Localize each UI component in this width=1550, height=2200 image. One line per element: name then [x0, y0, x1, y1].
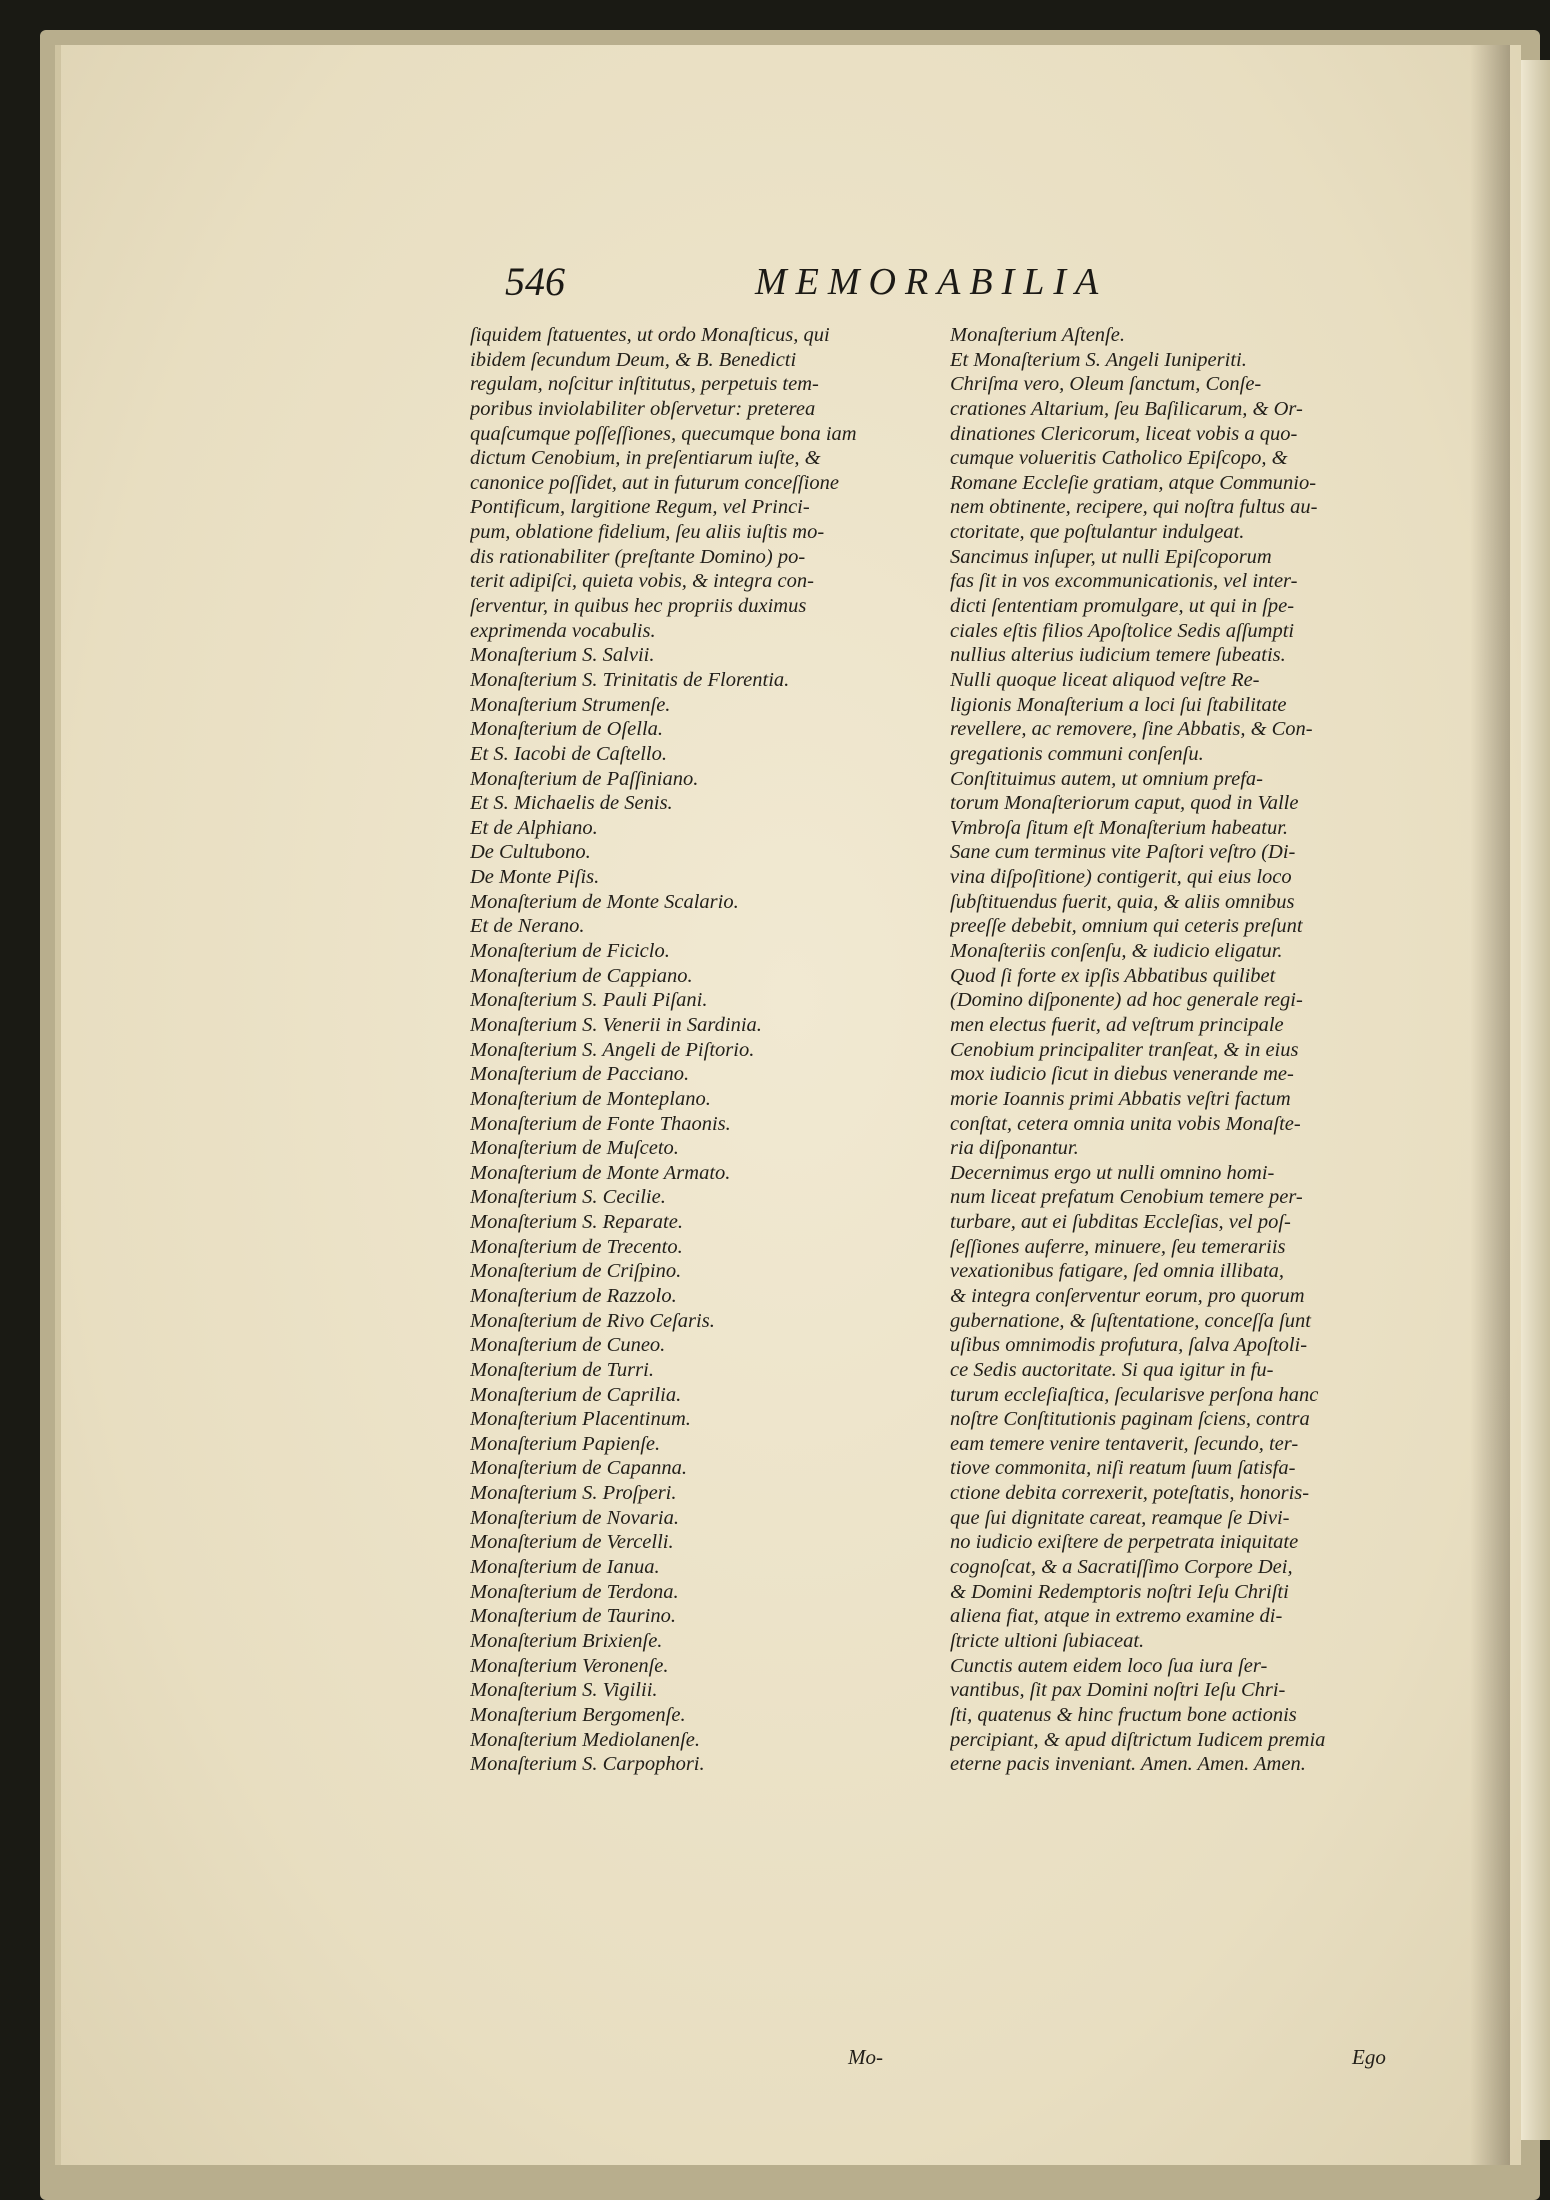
text-line: Monaſterium de Paſſiniano.	[470, 767, 699, 790]
text-line: Et de Alphiano.	[470, 816, 598, 839]
text-line: nullius alterius iudicium temere ſubeatis.	[950, 644, 1286, 667]
text-line: poribus inviolabiliter obſervetur: preterea	[470, 397, 816, 420]
text-line: que ſui dignitate careat, reamque ſe Divi-	[950, 1506, 1290, 1529]
text-line: Monaſterium S. Cecilie.	[470, 1186, 666, 1209]
text-line: Monaſterium de Trecento.	[470, 1235, 683, 1258]
text-line: conſtat, cetera omnia unita vobis Monaſte-	[950, 1112, 1301, 1135]
text-line: terit adipiſci, quieta vobis, & integra con-	[470, 570, 814, 593]
text-line: Cenobium principaliter tranſeat, & in eius	[950, 1038, 1299, 1061]
text-line: Monaſterium de Monte Armato.	[470, 1161, 731, 1184]
text-line: De Monte Piſis.	[470, 866, 600, 889]
text-line: vantibus, ſit pax Domini noſtri Ieſu Chri-	[950, 1679, 1286, 1702]
text-line: gregationis communi conſenſu.	[950, 742, 1204, 765]
text-line: ibidem ſecundum Deum, & B. Benedicti	[470, 348, 797, 371]
text-line: revellere, ac removere, ſine Abbatis, & Con-	[950, 718, 1313, 741]
text-line: dinationes Clericorum, liceat vobis a quo-	[950, 422, 1298, 445]
text-line: Monaſterium de Oſella.	[470, 718, 664, 741]
text-line: Monaſterium Aſtenſe.	[950, 324, 1125, 346]
text-line: men electus fuerit, ad veſtrum principale	[950, 1013, 1284, 1036]
right-text-column	[950, 323, 1395, 1777]
text-line: ſiquidem ſtatuentes, ut ordo Monaſticus, qui	[470, 324, 830, 346]
text-line: vina diſpoſitione) contigerit, qui eius loco	[950, 866, 1292, 889]
text-line: percipiant, & apud diſtrictum Iudicem premia	[950, 1728, 1326, 1751]
text-line: Monaſterium Placentinum.	[470, 1408, 691, 1431]
running-title: MEMORABILIA	[755, 261, 1108, 303]
text-line: ria diſponantur.	[950, 1137, 1079, 1160]
text-line: ſti, quatenus & hinc fructum bone actionis	[950, 1703, 1297, 1726]
text-line: Monaſterium de Novaria.	[470, 1506, 679, 1529]
catchword-left: Mo-	[848, 2045, 883, 2069]
text-line: Et de Nerano.	[470, 915, 585, 938]
text-line: Nulli quoque liceat aliquod veſtre Re-	[950, 668, 1260, 691]
text-line: dis rationabiliter (preſtante Domino) po-	[470, 545, 806, 568]
text-line: Vmbroſa ſitum eſt Monaſterium habeatur.	[950, 816, 1289, 839]
text-line: dicti ſententiam promulgare, ut qui in ſpe-	[950, 595, 1295, 618]
text-line: Monaſterium de Fonte Thaonis.	[470, 1112, 731, 1135]
text-line: num liceat prefatum Cenobium temere per-	[950, 1186, 1303, 1209]
text-line: Monaſterium S. Vigilii.	[470, 1679, 658, 1702]
text-line: exprimenda vocabulis.	[470, 619, 656, 642]
text-line: Monaſterium Brixienſe.	[470, 1629, 663, 1652]
text-line: ctoritate, que poſtulantur indulgeat.	[950, 521, 1245, 544]
text-line: mox iudicio ſicut in diebus venerande me-	[950, 1063, 1294, 1086]
text-line: Monaſterium S. Proſperi.	[470, 1482, 677, 1505]
text-line: (Domino diſponente) ad hoc generale regi-	[950, 989, 1303, 1012]
text-line: crationes Altarium, ſeu Baſilicarum, & Or-	[950, 397, 1303, 420]
text-line: Monaſterium S. Angeli de Piſtorio.	[470, 1038, 755, 1061]
text-line: Monaſterium de Muſceto.	[470, 1137, 679, 1160]
text-line: Decernimus ergo ut nulli omnino homi-	[950, 1161, 1275, 1184]
text-line: Cunctis autem eidem loco ſua iura ſer-	[950, 1654, 1268, 1677]
text-line: Monaſterium de Ianua.	[470, 1556, 660, 1579]
text-line: Monaſterium S. Carpophori.	[470, 1753, 705, 1776]
text-line: noſtre Conſtitutionis paginam ſciens, contra	[950, 1408, 1310, 1431]
text-line: De Cultubono.	[470, 841, 591, 864]
text-line: Et Monaſterium S. Angeli Iuniperiti.	[950, 348, 1247, 371]
page-header	[505, 258, 1155, 308]
text-line: preeſſe debebit, omnium qui ceteris preſunt	[950, 915, 1303, 938]
catchword-right: Ego	[1352, 2045, 1386, 2069]
text-line: Monaſterium de Monte Scalario.	[470, 890, 739, 913]
text-line: Monaſterium Strumenſe.	[470, 693, 671, 716]
text-line: Et S. Michaelis de Senis.	[470, 792, 673, 815]
text-line: Monaſterium de Monteplano.	[470, 1087, 711, 1110]
text-line: aliena fiat, atque in extremo examine di-	[950, 1605, 1283, 1628]
text-line: Sane cum terminus vite Paſtori veſtro (Di-	[950, 841, 1296, 864]
text-line: ctione debita correxerit, poteſtatis, honoris-	[950, 1482, 1310, 1505]
text-line: Monaſterium S. Trinitatis de Florentia.	[470, 668, 790, 691]
text-line: Monaſterium S. Salvii.	[470, 644, 655, 667]
text-line: cumque volueritis Catholico Epiſcopo, &	[950, 447, 1288, 470]
text-line: Monaſterium de Cappiano.	[470, 964, 693, 987]
text-line: Monaſterium de Terdona.	[470, 1580, 679, 1603]
text-line: Sancimus inſuper, ut nulli Epiſcoporum	[950, 545, 1272, 568]
text-line: gubernatione, & ſuſtentatione, conceſſa ſunt	[950, 1309, 1311, 1332]
text-line: Et S. Iacobi de Caſtello.	[470, 742, 667, 765]
text-line: Monaſterium de Cuneo.	[470, 1334, 666, 1357]
text-line: fas ſit in vos excommunicationis, vel inter-	[950, 570, 1298, 593]
text-line: Monaſterium S. Reparate.	[470, 1211, 683, 1234]
left-text-column	[470, 323, 915, 1777]
text-line: vexationibus fatigare, ſed omnia illibata,	[950, 1260, 1285, 1283]
text-line: Monaſterium Mediolanenſe.	[470, 1728, 701, 1751]
text-line: Monaſterium de Ficiclo.	[470, 940, 670, 963]
text-line: Monaſterium de Razzolo.	[470, 1284, 677, 1307]
text-line: Monaſterium de Vercelli.	[470, 1531, 674, 1554]
text-line: Monaſteriis conſenſu, & iudicio eligatur.	[950, 940, 1283, 963]
text-line: ſeſſiones auferre, minuere, ſeu temerariis	[950, 1235, 1286, 1258]
text-line: no iudicio exiſtere de perpetrata iniquitate	[950, 1531, 1299, 1554]
text-line: ce Sedis auctoritate. Si qua igitur in fu-	[950, 1358, 1274, 1381]
text-line: Monaſterium Bergomenſe.	[470, 1703, 686, 1726]
text-line: turbare, aut ei ſubditas Eccleſias, vel poſ-	[950, 1211, 1291, 1234]
text-line: tiove commonita, niſi reatum ſuum ſatisfa-	[950, 1457, 1296, 1480]
text-line: ſtricte ultioni ſubiaceat.	[950, 1629, 1145, 1652]
text-line: Quod ſi forte ex ipſis Abbatibus quilibet	[950, 964, 1276, 987]
text-line: Monaſterium de Rivo Ceſaris.	[470, 1309, 715, 1332]
text-line: Monaſterium S. Pauli Piſani.	[470, 989, 708, 1012]
text-line: turum eccleſiaſtica, ſecularisve perſona hanc	[950, 1383, 1319, 1406]
text-line: ſubſtituendus fuerit, quia, & aliis omnibus	[950, 890, 1295, 913]
text-line: ſerventur, in quibus hec propriis duximus	[470, 595, 807, 618]
text-line: Monaſterium de Taurino.	[470, 1605, 676, 1628]
text-line: quaſcumque poſſeſſiones, quecumque bona iam	[470, 422, 857, 445]
text-line: Chriſma vero, Oleum ſanctum, Conſe-	[950, 373, 1262, 396]
text-line: regulam, noſcitur inſtitutus, perpetuis tem-	[470, 373, 819, 396]
text-line: morie Ioannis primi Abbatis veſtri factum	[950, 1087, 1291, 1110]
text-line: Pontificum, largitione Regum, vel Princi-	[470, 496, 810, 519]
text-line: ligionis Monaſterium a loci ſui ſtabilitate	[950, 693, 1287, 716]
text-line: torum Monaſteriorum caput, quod in Valle	[950, 792, 1299, 815]
text-line: Monaſterium de Capanna.	[470, 1457, 687, 1480]
text-line: Romane Eccleſie gratiam, atque Communio-	[950, 471, 1317, 494]
text-line: uſibus omnimodis profutura, ſalva Apoſtoli-	[950, 1334, 1308, 1357]
text-line: cognoſcat, & a Sacratiſſimo Corpore Dei,	[950, 1556, 1293, 1579]
text-line: eterne pacis inveniant. Amen. Amen. Amen.	[950, 1753, 1306, 1776]
text-line: Monaſterium de Criſpino.	[470, 1260, 682, 1283]
gutter-shadow	[1470, 45, 1510, 2165]
text-line: ciales eſtis filios Apoſtolice Sedis aſſumpti	[950, 619, 1295, 642]
page-number: 546	[505, 259, 565, 304]
text-line: Monaſterium S. Venerii in Sardinia.	[470, 1013, 762, 1036]
text-line: Monaſterium Veronenſe.	[470, 1654, 669, 1677]
text-line: nem obtinente, recipere, qui noſtra fultus au-	[950, 496, 1318, 519]
text-line: pum, oblatione fidelium, ſeu aliis iuſtis mo-	[470, 521, 825, 544]
text-line: Monaſterium Papienſe.	[470, 1432, 661, 1455]
text-line: Monaſterium de Caprilia.	[470, 1383, 682, 1406]
text-line: & integra conſerventur eorum, pro quorum	[950, 1284, 1305, 1307]
text-line: Monaſterium de Pacciano.	[470, 1063, 690, 1086]
text-line: & Domini Redemptoris noſtri Ieſu Chriſti	[950, 1580, 1289, 1603]
text-line: canonice poſſidet, aut in futurum conceſſione	[470, 471, 839, 494]
text-line: eam temere venire tentaverit, ſecundo, ter-	[950, 1432, 1299, 1455]
text-line: Monaſterium de Turri.	[470, 1358, 654, 1381]
text-line: dictum Cenobium, in preſentiarum iuſte, &	[470, 447, 821, 470]
text-line: Conſtituimus autem, ut omnium prefa-	[950, 767, 1263, 790]
